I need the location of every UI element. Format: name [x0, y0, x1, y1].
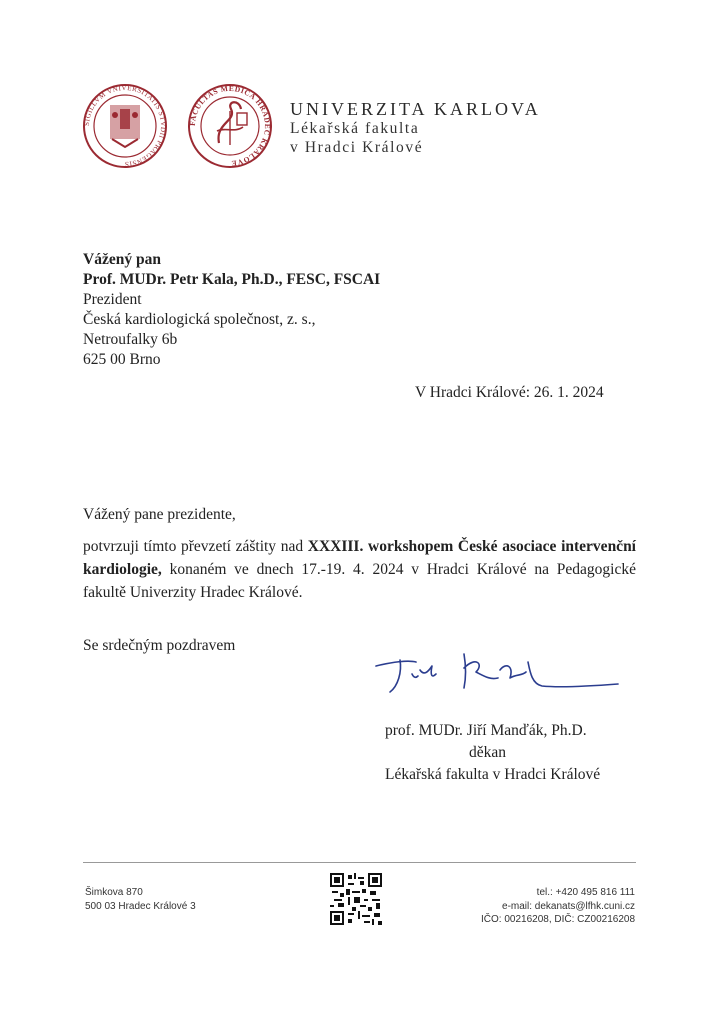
recipient-city: 625 00 Brno	[83, 351, 161, 368]
faculty-name: Lékařská fakulta	[290, 120, 420, 137]
seal-right-text: FACULTAS MEDICA HRADEC KRÁLOVÉ	[187, 83, 273, 169]
signatory-role: děkan	[469, 744, 507, 761]
footer-divider	[83, 862, 636, 863]
footer-phone: tel.: +420 495 816 111	[536, 887, 635, 898]
paragraph-event-name: XXXIII. workshopem České asociace intervenční kardiologie,	[83, 538, 636, 578]
recipient-street: Netroufalky 6b	[83, 331, 178, 348]
university-seal	[82, 83, 168, 169]
qr-code	[330, 873, 382, 925]
signatory-institution: Lékařská fakulta v Hradci Králové	[385, 766, 601, 783]
footer-city: 500 03 Hradec Králové 3	[85, 900, 196, 912]
footer-street: Šimkova 870	[85, 887, 143, 898]
paragraph-end: konaném ve dnech 17.-19. 4. 2024 v Hradci Králové na Pedagogické fakultě Univerzity Hradec Králové.	[83, 561, 636, 601]
recipient-salutation: Vážený pan	[83, 251, 161, 268]
faculty-seal	[187, 83, 273, 169]
footer-address	[85, 886, 196, 913]
paragraph-start: potvrzuji tímto převzetí záštity nad	[83, 538, 308, 555]
faculty-city: v Hradci Králové	[290, 139, 424, 156]
recipient-organization: Česká kardiologická společnost, z. s.,	[83, 311, 316, 328]
handwritten-signature	[372, 648, 622, 700]
date-line: V Hradci Králové: 26. 1. 2024	[415, 384, 604, 401]
recipient-title: Prezident	[83, 291, 142, 308]
greeting: Vážený pane prezidente,	[83, 506, 236, 523]
footer-ids: IČO: 00216208, DIČ: CZ00216208	[481, 914, 635, 925]
seal-left-text: SIGILLVM VNIVERSITATIS STVDII PRAGENSIS	[82, 83, 168, 169]
footer-contact	[481, 886, 635, 927]
signatory-name: prof. MUDr. Jiří Manďák, Ph.D.	[385, 722, 587, 739]
letter-paragraph	[83, 535, 636, 604]
footer-email[interactable]: e-mail: dekanats@lfhk.cuni.cz	[502, 900, 635, 912]
recipient-name: Prof. MUDr. Petr Kala, Ph.D., FESC, FSCAI	[83, 271, 381, 288]
university-name: UNIVERZITA KARLOVA	[290, 99, 541, 119]
closing: Se srdečným pozdravem	[83, 637, 236, 654]
